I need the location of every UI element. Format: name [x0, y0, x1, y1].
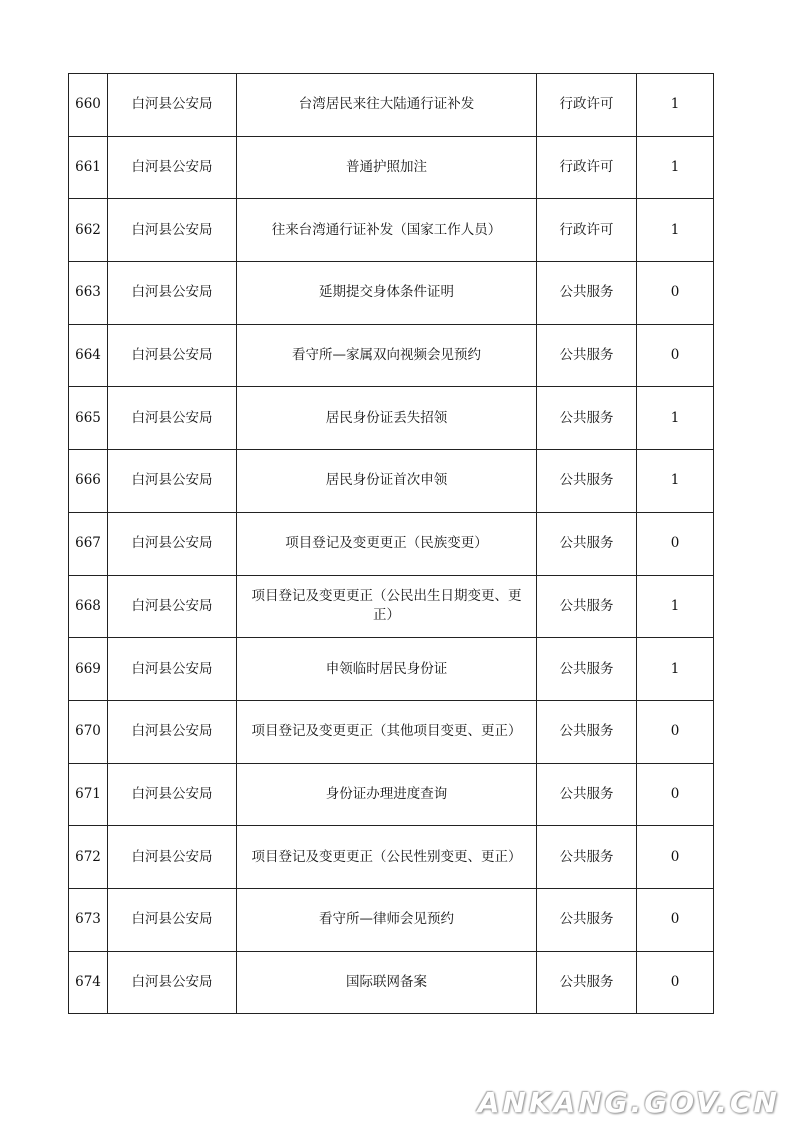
site-watermark: ANKANG.GOV.CN	[477, 1086, 780, 1119]
service-type-cell: 公共服务	[537, 763, 637, 826]
service-item-text: 申领临时居民身份证	[325, 660, 448, 677]
table-row	[69, 262, 714, 325]
row-number-cell: 662	[69, 199, 108, 262]
service-item-cell	[237, 262, 537, 325]
service-type-cell: 公共服务	[537, 450, 637, 513]
table-row	[69, 136, 714, 199]
row-number-cell: 667	[69, 512, 108, 575]
service-item-text: 身份证办理进度查询	[325, 785, 448, 802]
service-type-cell: 公共服务	[537, 512, 637, 575]
count-cell: 0	[637, 512, 714, 575]
table-row	[69, 450, 714, 513]
service-item-cell	[237, 512, 537, 575]
service-type-cell: 公共服务	[537, 575, 637, 638]
count-cell: 0	[637, 262, 714, 325]
department-cell: 白河县公安局	[108, 763, 237, 826]
service-item-text: 往来台湾通行证补发（国家工作人员）	[271, 221, 502, 238]
department-cell: 白河县公安局	[108, 512, 237, 575]
count-cell: 1	[637, 387, 714, 450]
table-row	[69, 575, 714, 638]
row-number-cell: 670	[69, 700, 108, 763]
service-item-text: 看守所—家属双向视频会见预约	[292, 347, 481, 364]
count-cell: 0	[637, 700, 714, 763]
service-item-text: 居民身份证丢失招领	[325, 409, 448, 426]
count-cell: 1	[637, 638, 714, 701]
table-row	[69, 74, 714, 137]
table-row	[69, 638, 714, 701]
service-type-cell: 公共服务	[537, 951, 637, 1014]
service-type-cell: 公共服务	[537, 638, 637, 701]
row-number-cell: 661	[69, 136, 108, 199]
department-cell: 白河县公安局	[108, 951, 237, 1014]
count-cell: 1	[637, 450, 714, 513]
row-number-cell: 668	[69, 575, 108, 638]
service-item-cell	[237, 387, 537, 450]
service-item-cell	[237, 74, 537, 137]
row-number-cell: 669	[69, 638, 108, 701]
table-body	[69, 74, 714, 1014]
service-item-text: 居民身份证首次申领	[325, 472, 448, 489]
row-number-cell: 663	[69, 262, 108, 325]
service-type-cell: 行政许可	[537, 74, 637, 137]
table-row	[69, 199, 714, 262]
service-item-cell	[237, 199, 537, 262]
service-type-cell: 公共服务	[537, 700, 637, 763]
service-type-cell: 行政许可	[537, 136, 637, 199]
table-row	[69, 387, 714, 450]
department-cell: 白河县公安局	[108, 826, 237, 889]
department-cell: 白河县公安局	[108, 324, 237, 387]
row-number-cell: 673	[69, 888, 108, 951]
service-item-text: 项目登记及变更更正（其他项目变更、更正）	[251, 723, 522, 740]
table-row	[69, 888, 714, 951]
department-cell: 白河县公安局	[108, 638, 237, 701]
row-number-cell: 671	[69, 763, 108, 826]
count-cell: 0	[637, 324, 714, 387]
count-cell: 1	[637, 199, 714, 262]
service-item-cell	[237, 826, 537, 889]
department-cell: 白河县公安局	[108, 136, 237, 199]
count-cell: 0	[637, 826, 714, 889]
row-number-cell: 674	[69, 951, 108, 1014]
service-item-cell	[237, 450, 537, 513]
count-cell: 1	[637, 74, 714, 137]
department-cell: 白河县公安局	[108, 74, 237, 137]
service-item-text: 项目登记及变更更正（民族变更）	[285, 535, 488, 552]
department-cell: 白河县公安局	[108, 262, 237, 325]
service-type-cell: 公共服务	[537, 826, 637, 889]
row-number-cell: 672	[69, 826, 108, 889]
row-number-cell: 660	[69, 74, 108, 137]
row-number-cell: 665	[69, 387, 108, 450]
department-cell: 白河县公安局	[108, 387, 237, 450]
service-item-cell	[237, 888, 537, 951]
count-cell: 0	[637, 888, 714, 951]
service-item-text: 国际联网备案	[346, 973, 427, 990]
table-row	[69, 951, 714, 1014]
service-item-cell	[237, 136, 537, 199]
service-type-cell: 公共服务	[537, 888, 637, 951]
service-item-text: 项目登记及变更更正（公民性别变更、更正）	[251, 848, 522, 865]
service-item-cell	[237, 324, 537, 387]
row-number-cell: 664	[69, 324, 108, 387]
service-type-cell: 公共服务	[537, 387, 637, 450]
service-item-text: 延期提交身体条件证明	[319, 284, 454, 301]
service-item-cell	[237, 638, 537, 701]
count-cell: 0	[637, 951, 714, 1014]
table-row	[69, 826, 714, 889]
count-cell: 1	[637, 136, 714, 199]
table-row	[69, 324, 714, 387]
service-item-text: 项目登记及变更更正（公民出生日期变更、更正）	[251, 588, 522, 624]
service-items-table	[68, 73, 714, 1014]
count-cell: 1	[637, 575, 714, 638]
service-type-cell: 公共服务	[537, 262, 637, 325]
service-item-cell	[237, 575, 537, 638]
department-cell: 白河县公安局	[108, 888, 237, 951]
table-row	[69, 700, 714, 763]
service-item-cell	[237, 951, 537, 1014]
row-number-cell: 666	[69, 450, 108, 513]
department-cell: 白河县公安局	[108, 575, 237, 638]
service-item-text: 普通护照加注	[346, 159, 427, 176]
service-item-cell	[237, 700, 537, 763]
department-cell: 白河县公安局	[108, 450, 237, 513]
department-cell: 白河县公安局	[108, 199, 237, 262]
service-item-text: 台湾居民来往大陆通行证补发	[298, 96, 475, 113]
service-item-cell	[237, 763, 537, 826]
table-row	[69, 763, 714, 826]
department-cell: 白河县公安局	[108, 700, 237, 763]
service-type-cell: 行政许可	[537, 199, 637, 262]
table-row	[69, 512, 714, 575]
count-cell: 0	[637, 763, 714, 826]
service-item-text: 看守所—律师会见预约	[319, 911, 454, 928]
service-type-cell: 公共服务	[537, 324, 637, 387]
